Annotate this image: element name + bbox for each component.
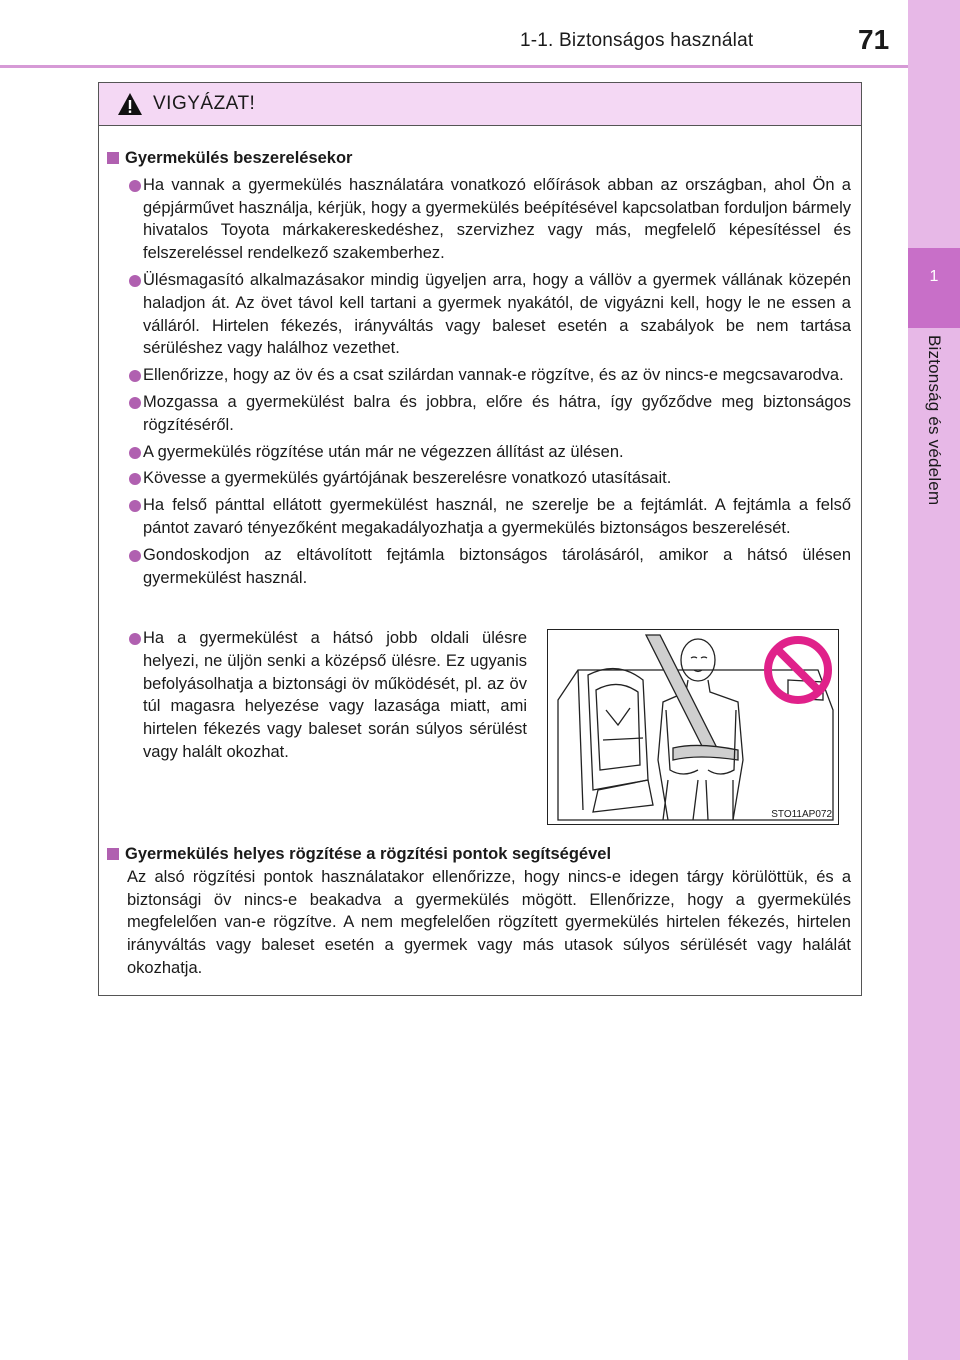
chapter-label: Biztonság és védelem	[925, 335, 944, 506]
side-tab-bar	[908, 0, 960, 1360]
section-anchor-points	[107, 843, 851, 980]
round-bullet-icon	[129, 550, 141, 562]
list-item-with-illustration	[107, 623, 527, 764]
list-item: Gondoskodjon az eltávolított fejtámla biztonságos tárolásáról, amikor a hátsó ülésen gyermekülést használ.	[107, 544, 851, 590]
section-title-anchor: Gyermekülés helyes rögzítése a rögzítési pontok segítségével	[107, 843, 851, 866]
section-title-install: Gyermekülés beszerelésekor	[107, 147, 851, 170]
square-bullet-icon	[107, 152, 119, 164]
page-number: 71	[858, 24, 890, 55]
list-item: Ülésmagasító alkalmazásakor mindig ügyeljen arra, hogy a vállöv a gyermek vállának közepén haladjon át. Az övet távol kell tartani a gyermek nyakától, de vigyázni kell, hogy le ne essen a válláról. Hirtelen fékezés, irányváltás vagy baleset esetén a szabályok be nem tartása sérüléshez vagy halálhoz vezethet.	[107, 269, 851, 360]
list-item: A gyermekülés rögzítése után már ne végezzen állítást az ülésen.	[107, 441, 851, 464]
round-bullet-icon	[129, 473, 141, 485]
header-divider	[0, 65, 908, 68]
round-bullet-icon	[129, 275, 141, 287]
section-paragraph: Az alsó rögzítési pontok használatakor ellenőrizze, hogy nincs-e idegen tárgy körülöttük, és a biztonsági öv nincs-e beakadva a gyermekülés mögött. Ellenőrizze, hogy a gyermekülés megfelelően van-e rögzítve. A nem megfelelően rögzített gyermekülés hirtelen fékezés, hirtelen irányváltás vagy baleset esetén a gyermek vagy más utasok súlyos sérülését vagy halálát okozhatja.	[127, 867, 851, 977]
list-item: Mozgassa a gyermekülést balra és jobbra, előre és hátra, így győződve meg biztonságos rögzítéséről.	[107, 391, 851, 437]
section-child-seat-install	[107, 147, 851, 589]
square-bullet-icon	[107, 848, 119, 860]
rear-seat-illustration	[547, 629, 839, 825]
round-bullet-icon	[129, 397, 141, 409]
round-bullet-icon	[129, 180, 141, 192]
warning-box	[98, 82, 862, 996]
chapter-number-tab[interactable]: 1	[908, 248, 960, 328]
list-item: Ha vannak a gyermekülés használatára vonatkozó előírások abban az országban, ahol Ön a gépjárművet használja, kérjük, hogy a gyermekülés beépítésével kapcsolatban forduljon bármely hivatalos Toyota márkakereskedéshez, szervizhez vagy más, megfelelő képesítéssel és felszereléssel rendelkező szakemberhez.	[107, 174, 851, 265]
list-item: Ellenőrizze, hogy az öv és a csat szilárdan vannak-e rögzítve, és az öv nincs-e megcsavarodva.	[107, 364, 851, 387]
round-bullet-icon	[129, 447, 141, 459]
round-bullet-icon	[129, 500, 141, 512]
illustration-code: STO11AP072	[771, 809, 832, 820]
round-bullet-icon	[129, 370, 141, 382]
section-title: 1-1. Biztonságos használat	[520, 30, 754, 51]
warning-title: VIGYÁZAT!	[153, 93, 256, 114]
list-item: Ha felső pánttal ellátott gyermekülést használ, ne szerelje be a fejtámlát. A fejtámla a felső pántot zavaró tényezőként megakadályozhatja a gyermekülés biztonságos beszerelését.	[107, 494, 851, 540]
list-item: Ha a gyermekülést a hátsó jobb oldali ülésre helyezi, ne üljön senki a középső ülésre. Ez ugyanis befolyásolhatja a biztonsági öv működését, pl. az öv túl magasra helyezése vagy lazasága miatt, ami hirtelen fékezés vagy baleset során súlyos sérülést vagy halált okozhat.	[107, 627, 527, 764]
list-item: Kövesse a gyermekülés gyártójának beszerelésre vonatkozó utasításait.	[107, 467, 851, 490]
round-bullet-icon	[129, 633, 141, 645]
warning-triangle-icon	[117, 92, 143, 116]
warning-header	[99, 83, 861, 126]
child-seat-illustration	[548, 630, 838, 824]
